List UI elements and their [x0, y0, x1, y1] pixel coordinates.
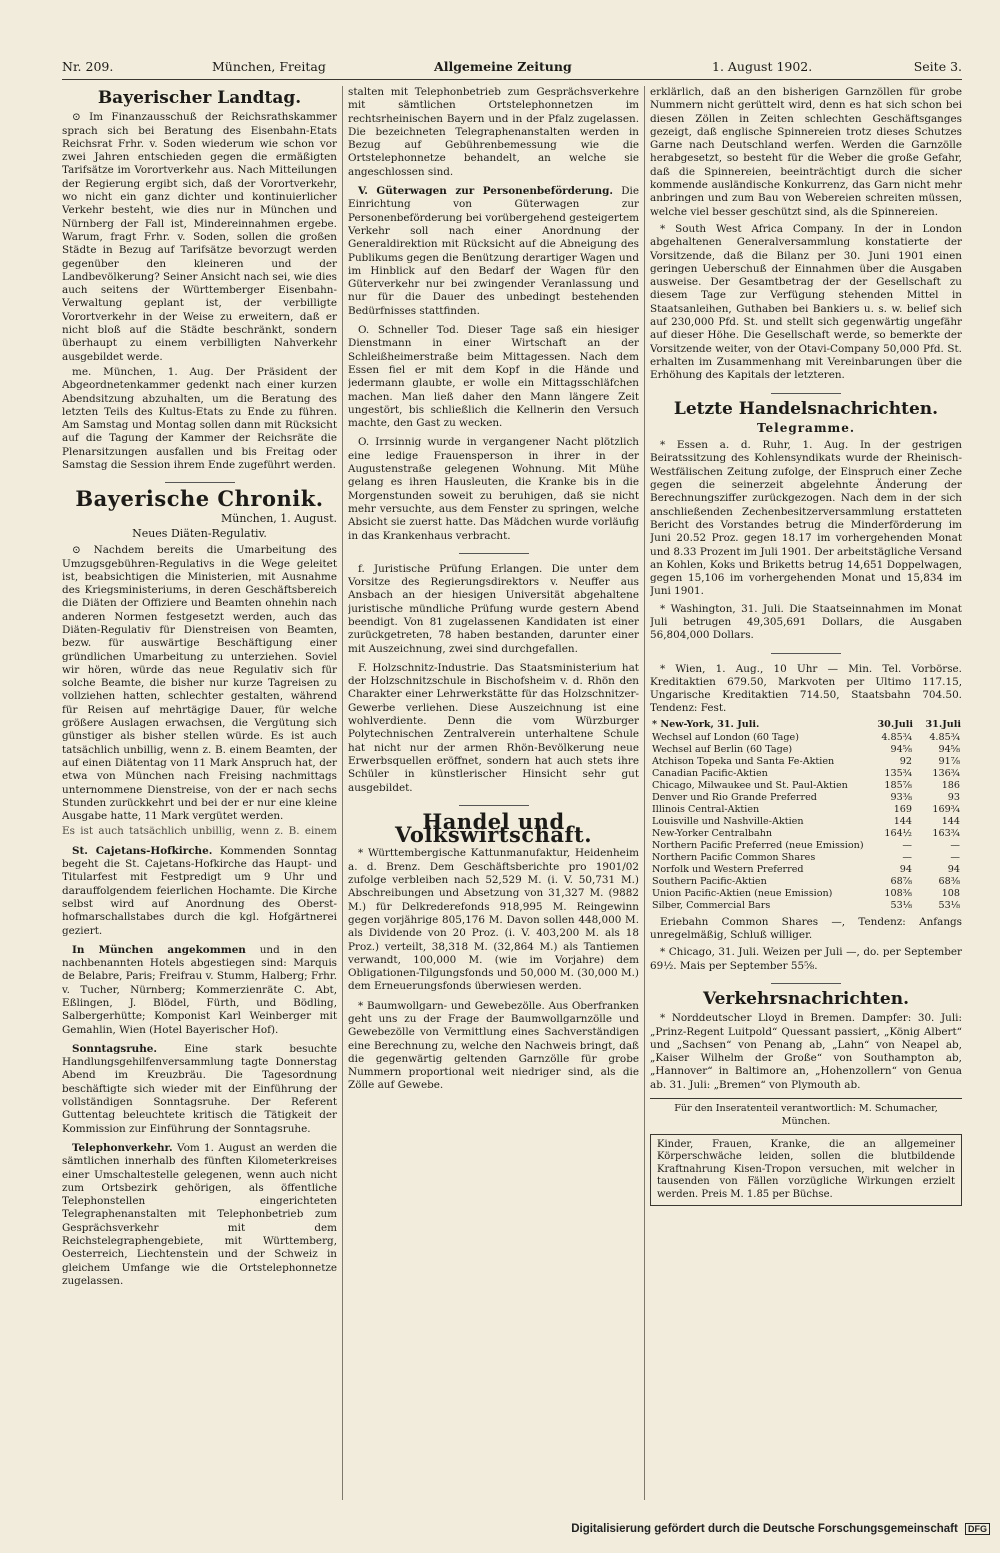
divider: [771, 983, 841, 984]
table-row: [650, 756, 962, 768]
article-paragraph: * South West Africa Company. In der in London abgehaltenen Generalversammlung konstatierte der Vorsitzende, daß die Bilanz per 30. Juni 1901 einen geringen Ueberschuß der Einnahmen über die Ausgaben ausweise. Der Gesamtbetrag der der Gesellschaft zu diesem Tage zur Verfügung stehenden Mittel in Staatsanleihen, Guthaben bei Bankiers u. s. w. belief sich auf 230,000 Pfd. St. und stellt sich gegenwärtig ungefähr auf dieser Höhe. Die Gesellschaft werde, so bemerkte der Vorsitzende weiter, von der Otavi-Company 50,000 Pfd. St. erhalten im Zusammenhang mit Vereinbarungen über die Erhöhung des Kapitals der letzteren.: [650, 222, 962, 382]
section-title-chronik: Bayerische Chronik.: [75, 486, 324, 512]
article-paragraph: * Württembergische Kattunmanufaktur, Heidenheim a. d. Brenz. Dem Geschäftsberichte pro 1901/02 zufolge verbleiben nach 52,529 M. (i. V. 50,731 M.) Abschreibungen und Absetzung von 31,327 M. (9882 M.) für Delkrederefonds 918,995 M. Reingewinn gegen vorjährige 805,176 M. Davon sollen 448,000 M. als Dividende von 20 Proz. (i. V. 403,200 M. als 18 Proz.) verteilt, 38,318 M. (32,864 M.) als Tantiemen verwandt, 100,000 M. (wie im Vorjahre) dem Obligationen-Tilgungsfonds und 50,000 M. (30,000 M.) dem Erneuerungsfonds überwiesen werden.: [348, 847, 639, 993]
page-number: Seite 3.: [913, 59, 962, 74]
article-paragraph: [62, 1043, 337, 1136]
quote-value-31-juli: 108: [941, 887, 960, 899]
quote-value-30-juli: 68⅞: [890, 875, 912, 887]
quote-value-31-juli: 91⅞: [938, 755, 960, 767]
column-1: [62, 86, 337, 1500]
quote-name: Union Pacific-Aktien (neue Emission): [652, 887, 833, 899]
article-paragraph: * Wien, 1. Aug., 10 Uhr — Min. Tel. Vorbörse. Kreditaktien 679.50, Markvoten per Ultimo 117.15, Ungarische Kreditaktien 714.50, Staatsbahn 704.50. Tendenz: Fest.: [650, 662, 962, 715]
text-continuation: Es ist auch tatsächlich unbillig, wenn z. B. einem: [62, 825, 337, 838]
table-row: [650, 828, 962, 840]
article-paragraph: [62, 944, 337, 1037]
quote-value-30-juli: 185⅞: [884, 779, 912, 791]
article-paragraph: ⊙ Im Finanzausschuß der Reichsrathskammer sprach sich bei Beratung des Eisenbahn-Etats Reichsrat Frhr. v. Soden wiederum wie schon vor zwei Jahren entschieden gegen die ermäßigten Tarifsätze im Vorortverkehr aus. Nach Mitteilungen der Regierung ergibt sich, daß der Vorortverkehr, wo nicht ein ganz dichter und kontinuierlicher Verkehr besteht, wie dies nur in München und Nürnberg der Fall ist, Mindereinnahmen ergebe. Warum, fragt Frhr. v. Soden, sollen die großen Städte in Bezug auf Tarifsätze bevorzugt werden gegenüber den kleineren und der Landbevölkerung? Seiner Ansicht nach sei, wie dies auch seitens der Württemberger Eisenbahn-Verwaltung geplant ist, der verbilligte Vorortverkehr in der Weise zu erweitern, daß er nicht bloß auf die Städte beschränkt, sondern überhaupt zu einem verbilligten Nahverkehr ausgebildet werde.: [62, 111, 337, 363]
quote-value-30-juli: —: [902, 839, 912, 851]
divider: [771, 653, 841, 654]
article-heading: Sonntagsruhe.: [72, 1042, 158, 1055]
article-paragraph: * Essen a. d. Ruhr, 1. Aug. In der gestrigen Beiratssitzung des Kohlensyndikats wurde der Rheinisch-Westfälischen Zeitung zufolge, der Einspruch einer Zeche gegen die seinerzeit abgelehnte Änderung der Berechnungsziffer zurückgezogen. Nach dem in der sich anschließenden Zechenbesitzerversammlung erstatteten Bericht des Vorstandes betrug die Minderförderung im Juni 20.52 Proz. gegen 18.17 im vorhergehenden Monat und 8.33 Prozent im Juli 1901. Der arbeitstägliche Versand an Kohlen, Koks und Briketts betrug 14,651 Doppelwagen, gegen 15,106 im vorhergehenden Monat und 15,834 im Juni 1901.: [650, 439, 962, 598]
newyork-quotes-table: [650, 718, 962, 912]
article-paragraph: [348, 185, 639, 318]
advertisement-box: [650, 1134, 962, 1207]
quote-name: Illinois Central-Aktien: [652, 803, 760, 815]
quote-value-31-juli: —: [950, 851, 960, 863]
columns: [62, 86, 962, 1500]
article-heading: In München angekommen: [72, 943, 246, 956]
quote-name: Denver und Rio Grande Preferred: [652, 791, 817, 803]
article-paragraph: stalten mit Telephonbetrieb zum Gesprächsverkehre mit sämtlichen Ortstelephonnetzen im rechtsrheinischen Bayern und in der Pfalz zugelassen. Die bezeichneten Telegraphenanstalten werden in Bezug auf Gebührenbemessung wie die Ortstelephonnetze behandelt, an welche sie angeschlossen sind.: [348, 86, 639, 178]
article-paragraph: [62, 845, 337, 938]
column-rule: [342, 86, 343, 1500]
column-2: [348, 86, 639, 1500]
table-row: [650, 816, 962, 828]
dateline: München, 1. August.: [221, 511, 337, 525]
divider: [771, 393, 841, 394]
quote-name: Wechsel auf London (60 Tage): [652, 731, 799, 743]
section-title-handel: Handel und Volkswirtschaft.: [394, 808, 593, 848]
quote-value-31-juli: 93: [947, 791, 960, 803]
divider: [459, 805, 529, 806]
quote-name: Northern Pacific Common Shares: [652, 851, 816, 863]
table-row: [650, 744, 962, 756]
quote-value-31-juli: 94⅝: [938, 743, 960, 755]
table-body: [650, 732, 962, 912]
article-text: Kommenden Sonntag begeht die St. Cajetans-Hofkirche das Haupt- und Titularfest mit Festpredigt um 9 Uhr und darauffolgendem feierlichen Hochamte. Die Kirche selbst wird auf Anordnung des Oberst-hofmarschallstabes durch die kgl. Hofgärtnerei geziert.: [62, 844, 337, 937]
quote-value-31-juli: 4.85¾: [929, 731, 960, 743]
article-paragraph: O. Irrsinnig wurde in vergangener Nacht plötzlich eine ledige Frauensperson in ihrer in der Augustenstraße gelegenen Wohnung. Mit Mühe gelang es ihren Hausleuten, die Kranke bis in die Morgenstunden soweit zu beruhigen, daß sie nicht mehr versuchte, aus dem Fenster zu springen, welche Absicht sie zuerst hatte. Das Mädchen wurde vorläufig in das Krankenhaus verbracht.: [348, 436, 639, 542]
article-text: Die Einrichtung von Güterwagen zur Personenbeförderung bei vorübergehend gesteigertem Verkehr soll nach einer Anordnung der Generaldirektion mit Rücksicht auf die Abneigung des Publikums gegen die Benützung derartiger Wagen und im Hinblick auf den Bedarf der Wagen für den Güterverkehr nur bei zwingender Veranlassung und nur für die Dauer des unbedingt bestehenden Bedürfnisses stattfinden.: [348, 185, 639, 317]
table-row: [650, 864, 962, 876]
quote-value-31-juli: 68⅜: [938, 875, 960, 887]
quote-value-31-juli: 136¾: [932, 767, 960, 779]
advertisement-text: Kinder, Frauen, Kranke, die an allgemeiner Körperschwäche leiden, sollen die blutbildende Kraftnahrung Kisen-Tropon versuchen, mit welcher in tausenden von Fällen vorzügliche Wirkungen erzielt werden. Preis M. 1.85 per Büchse.: [657, 1138, 955, 1200]
place-day: München, Freitag: [212, 59, 326, 74]
quote-name: Canadian Pacific-Aktien: [652, 767, 768, 779]
article-paragraph: F. Holzschnitz-Industrie. Das Staatsministerium hat der Holzschnitzschule in Bischofsheim v. d. Rhön den Charakter einer Lehrwerkstätte für das Holzschnitzer-Gewerbe verliehen. Diese Auszeichnung ist eine wohlverdiente. Denn die vom Würzburger Polytechnischen Zentralverein unterhaltene Schule hat nicht nur der armen Rhön-Bevölkerung neue Erwerbsquellen eröffnet, sondern hat auch stets ihre Schüler in künstlerischer Hinsicht sehr gut ausgebildet.: [348, 661, 639, 794]
table-row: [650, 768, 962, 780]
quote-name: Northern Pacific Preferred (neue Emission): [652, 839, 864, 851]
article-paragraph: Eriebahn Common Shares —, Tendenz: Anfangs unregelmäßig, Schluß williger.: [650, 915, 962, 942]
newspaper-title: Allgemeine Zeitung: [434, 59, 572, 74]
table-caption: * New-York, 31. Juli.: [652, 718, 760, 730]
quote-value-30-juli: 93⅜: [890, 791, 912, 803]
table-row: [650, 792, 962, 804]
quote-value-30-juli: 53⅛: [890, 899, 912, 911]
article-paragraph: * Baumwollgarn- und Gewebezölle. Aus Oberfranken geht uns zu der Frage der Baumwollgarnzölle und Gewebezölle von Vermittlung eines Sachverständigen eine Berechnung zu, welche den Nachweis bringt, daß die gegenwärtig geltenden Garnzölle für grobe Nummern proportional weit niedriger sind, als die Zölle auf Gewebe.: [348, 999, 639, 1092]
issue-number: Nr. 209.: [62, 59, 114, 74]
quote-value-31-juli: 94: [947, 863, 960, 875]
article-paragraph: f. Juristische Prüfung Erlangen. Die unter dem Vorsitze des Regierungsdirektors v. Neuffer aus Ansbach an der hiesigen Universität abgehaltene juristische mündliche Prüfung wurde gestern Abend beendigt. Von 81 zugelassenen Kandidaten ist einer zurückgetreten, 78 haben bestanden, darunter einer mit Auszeichnung, zwei sind durchgefallen.: [348, 562, 639, 655]
quote-value-31-juli: 186: [941, 779, 960, 791]
quote-value-31-juli: 169¾: [932, 803, 960, 815]
credit-text: Digitalisierung gefördert durch die Deutsche Forschungsgemeinschaft: [571, 1523, 958, 1535]
issue-date: 1. August 1902.: [712, 59, 813, 74]
quote-value-30-juli: 4.85¾: [881, 731, 912, 743]
table-row: [650, 888, 962, 900]
quote-name: Atchison Topeka und Santa Fe-Aktien: [652, 755, 835, 767]
article-heading: St. Cajetans-Hofkirche.: [72, 844, 213, 857]
article-paragraph: me. München, 1. Aug. Der Präsident der Abgeordnetenkammer gedenkt nach einer kurzen Abendsitzung abzuhalten, um die Beratung des letzten Teils des Kultus-Etats zu Ende zu führen. Am Samstag und Montag sollen dann mit Rücksicht auf die Tagung der Kammer der Reichsräte die Plenarsitzungen ausfallen und bis Freitag oder Samstag die Session ihrem Ende zugeführt werden.: [62, 365, 337, 472]
article-paragraph: erklärlich, daß an den bisherigen Garnzöllen für grobe Nummern nicht gerüttelt wird, denn es hat sich schon bei diesen Zöllen in Zeiten schlechten Geschäftsganges gezeigt, daß englische Spinnereien trotz dieses Schutzes Garne nach Deutschland werfen. Werden die Garnzölle herabgesetzt, so besteht für die Weber die große Gefahr, daß die Spinnereien, beeinträchtigt durch die sicher kommende ausländische Konkurrenz, das Garn nicht mehr anbringen und zum Bau von Webereien schreiten müssen, welche viel besser geschützt sind, als die Spinnereien.: [650, 86, 962, 218]
article-text: Eine stark besuchte Handlungsgehilfenversammlung tagte Donnerstag Abend im Kreuzbräu. Die Tagesordnung beschäftigte sich wieder mit der Einführung der vollständigen Sonntagsruhe. Der Referent Guttentag beleuchtete kritisch die Tätigkeit der Kommission zur Einführung der Sonntagsruhe.: [62, 1042, 337, 1135]
quote-value-31-juli: 144: [941, 815, 960, 827]
quote-value-30-juli: 135¾: [884, 767, 912, 779]
table-row: [650, 732, 962, 744]
column-header: 31.Juli: [925, 718, 961, 730]
quote-name: Chicago, Milwaukee und St. Paul-Aktien: [652, 779, 848, 791]
table-row: [650, 900, 962, 912]
quote-value-31-juli: —: [950, 839, 960, 851]
quote-name: Silber, Commercial Bars: [652, 899, 771, 911]
quote-value-30-juli: —: [902, 851, 912, 863]
quote-name: Louisville und Nashville-Aktien: [652, 815, 804, 827]
quote-value-30-juli: 144: [893, 815, 912, 827]
section-title-landtag: Bayerischer Landtag.: [97, 88, 302, 108]
quote-name: Norfolk und Western Preferred: [652, 863, 804, 875]
column-header: 30.Juli: [877, 718, 913, 730]
quote-value-30-juli: 164½: [884, 827, 912, 839]
article-paragraph: [62, 1142, 337, 1288]
divider: [650, 1098, 962, 1099]
dfg-logo-icon: DFG: [965, 1523, 990, 1535]
quote-value-30-juli: 169: [893, 803, 912, 815]
article-paragraph: * Chicago, 31. Juli. Weizen per Juli —, do. per September 69½. Mais per September 55⅝.: [650, 946, 962, 972]
column-3: [650, 86, 962, 1500]
quote-name: Southern Pacific-Aktien: [652, 875, 767, 887]
section-title-handelsnachrichten: Letzte Handelsnachrichten.: [673, 398, 939, 419]
article-heading: V. Güterwagen zur Personenbeförderung.: [358, 185, 613, 198]
article-paragraph: * Norddeutscher Lloyd in Bremen. Dampfer: 30. Juli: „Prinz-Regent Luitpold“ Quessant passiert, „König Albert“ und „Sachsen“ von Penang ab, „Lahn“ von Neapel ab, „Kaiser Wilhelm der Große“ von Southampton ab, „Hannover“ in Baltimore an, „Hohenzollern“ von Genua ab. 31. Juli: „Bremen“ von Plymouth ab.: [650, 1012, 962, 1091]
telegramme-heading: Telegramme.: [756, 420, 856, 435]
table-row: [650, 780, 962, 792]
table-row: [650, 852, 962, 864]
page-header: [62, 57, 962, 80]
quote-value-30-juli: 92: [899, 755, 912, 767]
table-row: [650, 804, 962, 816]
article-text: und in den nachbenannten Hotels abgestiegen sind: Marquis de Belabre, Paris; Freifrau v. Stumm, Halberg; Frhr. v. Tucher, Nürnberg; Kommerzienräte C. Abt, Eßlingen, J. Blödel, Fürth, und Bödling, Salbergerhütte; Komponist Karl Weinberger mit Gemahlin, Wien (Hotel Bayerischer Hof).: [62, 943, 337, 1036]
table-header-row: [650, 718, 962, 732]
quote-value-30-juli: 108⅜: [884, 887, 912, 899]
quote-name: New-Yorker Centralbahn: [652, 827, 773, 839]
divider: [165, 482, 235, 483]
article-paragraph: ⊙ Nachdem bereits die Umarbeitung des Umzugsgebühren-Regulativs in die Wege geleitet ist, beabsichtigen die Ministerien, mit Ausnahme des Kriegsministeriums, in deren Geschäftsbereich die Diäten der Offiziere und Beamten ohnehin nach anderen Normen festgesetzt werden, auch das Diäten-Regulativ für Dienstreisen von Beamten, bezw. für auswärtige Beschäftigung einer gründlichen Umarbeitung zu unterziehen. Soviel wir hören, würde das neue Regulativ sich für solche Beamte, die bisher nur kurze Tagreisen zu vollziehen hatten, schlechter gestalten, während für Reisen auf mehrtägige Dauer, für welche größere Auslagen erwachsen, die Vergütung sich günstiger als bisher stellen würde. Es ist auch tatsächlich unbillig, wenn z. B. einem Beamten, der auf einen Diätentag von 11 Mark Anspruch hat, der etwa von München nach Freising nachmittags unternommene Dienstreise, von der er nach sechs Stunden zurückkehrt und bei der er nur eine kleine Ausgabe hatte, 11 Mark vergütet werden.: [62, 544, 337, 823]
quote-value-30-juli: 94: [899, 863, 912, 875]
responsibility-note: Für den Inseratenteil verantwortlich: M. Schumacher, München.: [674, 1103, 938, 1128]
article-paragraph: * Washington, 31. Juli. Die Staatseinnahmen im Monat Juli betrugen 49,305,691 Dollars, die Ausgaben 56,804,000 Dollars.: [650, 602, 962, 642]
table-row: [650, 876, 962, 888]
column-rule: [644, 86, 645, 1500]
section-title-verkehr: Verkehrsnachrichten.: [702, 988, 910, 1009]
article-text: Vom 1. August an werden die sämtlichen innerhalb des fünften Kilometerkreises einer Umschaltestelle gelegenen, wenn auch nicht zum Ortsbezirk gehörigen, als öffentliche Telephonstellen eingerichteten Telegraphenanstalten mit Telephonbetrieb zum Gesprächsverkehr mit dem Reichstelegraphengebiete, mit Württemberg, Oesterreich, Liechtenstein und der Schweiz in gleichem Umfange wie die Ortstelephonnetze zugelassen.: [62, 1141, 337, 1287]
article-paragraph: O. Schneller Tod. Dieser Tage saß ein hiesiger Dienstmann in einer Wirtschaft an der Schleißheimerstraße beim Mittagessen. Nach dem Essen fiel er mit dem Kopf in die Hände und jedermann glaubte, er wolle ein Mittagsschläfchen machen. Man ließ daher den Mann längere Zeit ungestört, bis schließlich die Kellnerin den Versuch machte, den Gast zu wecken.: [348, 324, 639, 430]
article-subtitle: Neues Diäten-Regulativ.: [132, 526, 267, 540]
quote-value-30-juli: 94⅝: [890, 743, 912, 755]
article-heading: Telephonverkehr.: [72, 1141, 173, 1154]
quote-value-31-juli: 53⅛: [938, 899, 960, 911]
divider: [459, 553, 529, 554]
table-row: [650, 840, 962, 852]
quote-name: Wechsel auf Berlin (60 Tage): [652, 743, 793, 755]
digitization-credit: [571, 1523, 990, 1535]
quote-value-31-juli: 163¾: [932, 827, 960, 839]
